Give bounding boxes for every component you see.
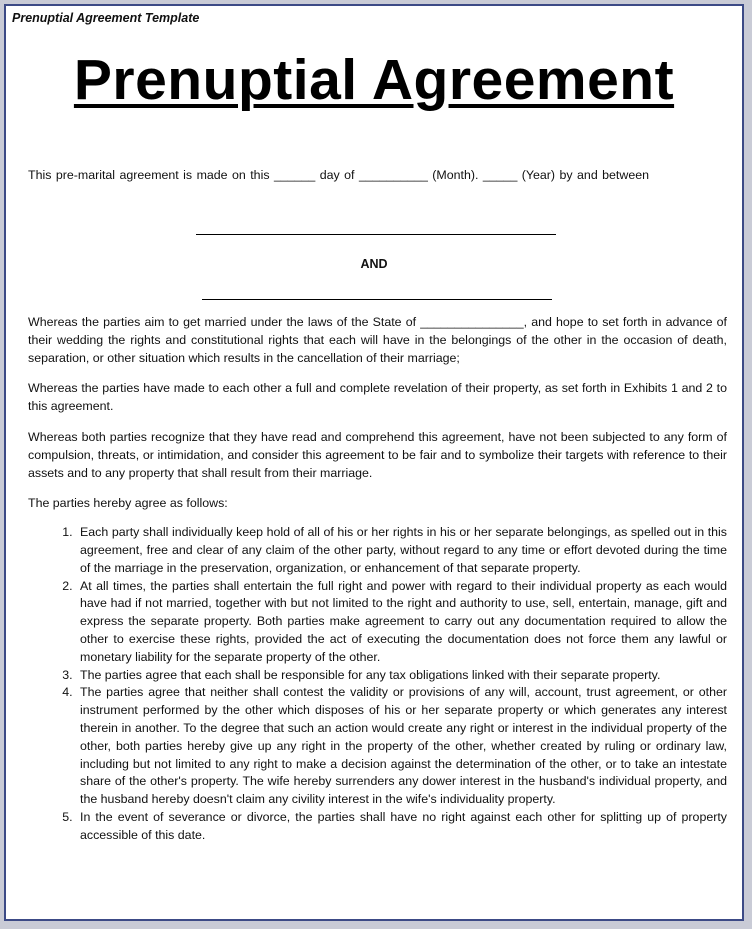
intro-paragraph: This pre-marital agreement is made on this ______ day of __________ (Month). _____ (Year) by and between xyxy=(28,168,649,182)
clause-list xyxy=(28,524,727,844)
and-label: AND xyxy=(360,257,388,271)
party-two-line xyxy=(202,299,552,300)
agreement-body xyxy=(28,314,727,845)
agree-intro: The parties hereby agree as follows: xyxy=(28,496,228,511)
clause-1: 1. Each party shall individually keep hold of all of his or her rights in his or her separate belongings, as spelled out in this agreement, free and clear of any claim of the other party, without regard to any time or effort devoted during the time of the marriage in the preservation, organization, or enhancement of that separate property. xyxy=(76,524,727,577)
party-one-line xyxy=(196,234,556,235)
whereas-paragraph-2: Whereas the parties have made to each other a full and complete revelation of their property, as set forth in Exhibits 1 and 2 to this agreement. xyxy=(28,381,727,414)
clause-3: 3. The parties agree that each shall be responsible for any tax obligations linked with their separate property. xyxy=(76,667,727,685)
page-title-text: Prenuptial Agreement xyxy=(73,48,675,112)
template-title: Prenuptial Agreement Template xyxy=(12,11,200,25)
clause-5: 5. In the event of severance or divorce, the parties shall have no right against each other for splitting up of property accessible of this date. xyxy=(76,809,727,845)
whereas-paragraph-1: Whereas the parties aim to get married under the laws of the State of _______________, and hope to set forth in advance of their wedding the rights and constitutional rights that each will have in the belongings of the other in the occasion of death, separation, or other situation which results in the cancellation of their marriage; xyxy=(28,315,727,365)
document-page xyxy=(4,4,744,921)
clause-2: 2. At all times, the parties shall entertain the full right and power with regard to their individual property as each would have had if not married, together with but not limited to the right and authority to use, sell, entertain, manage, gift and express the separate property. Both parties make agreement to carry out any documentation required to allow the other to exercise these rights, provided the act of executing the documentation does not force them any lawful or monetary liability for the separate property of the other. xyxy=(76,578,727,667)
page-title xyxy=(6,48,742,112)
whereas-paragraph-3: Whereas both parties recognize that they have read and comprehend this agreement, have not been subjected to any form of compulsion, threats, or intimidation, and consider this agreement to be fair and to symbolize their targets with reference to their assets and to any property that shall result from their marriage. xyxy=(28,429,727,480)
clause-4: 4. The parties agree that neither shall contest the validity or provisions of any will, account, trust agreement, or other instrument performed by the other which disposes of his or her separate property or which generates any interest therein in another. To the degree that such an action would create any right or interest in the individual property of the other, both parties hereby give up any right in the property of the other, whether created by ruling or ordinary law, including but not limited to any right to make a decision against the determination of the other, or to take an intestate share of the other's property. The wife hereby surrenders any dower interest in the husband's individual property, and the husband hereby doesn't claim any civility interest in the wife's individuality property. xyxy=(76,684,727,809)
